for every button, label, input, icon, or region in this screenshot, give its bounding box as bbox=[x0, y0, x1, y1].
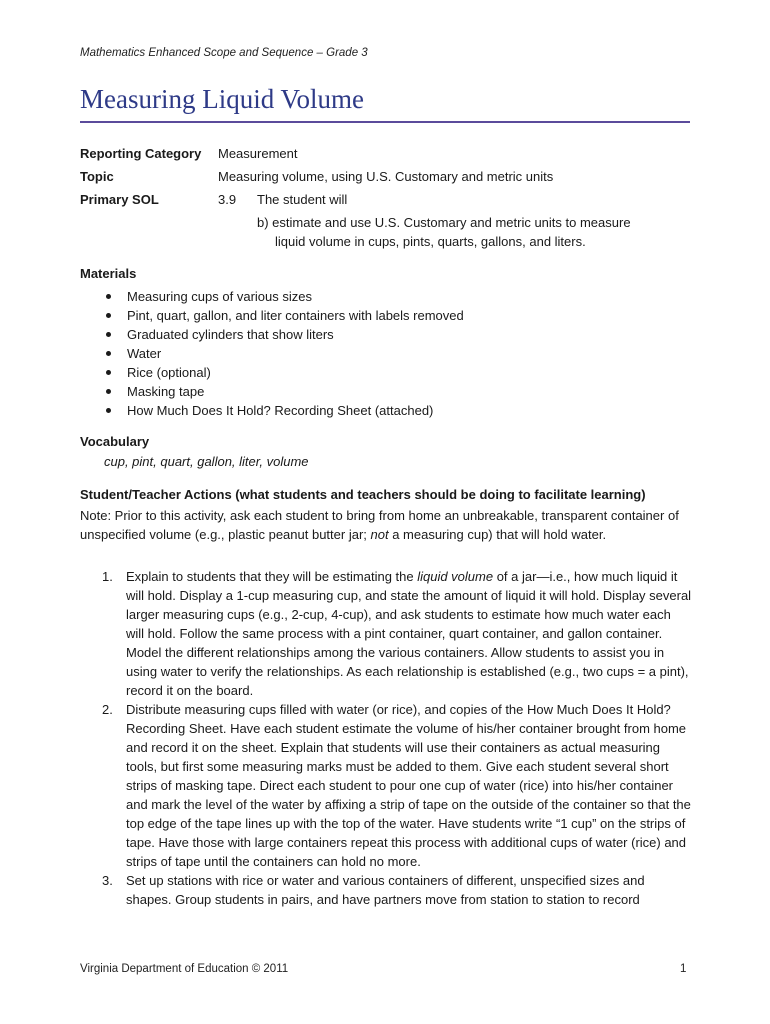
primary-sol-label: Primary SOL bbox=[80, 192, 159, 207]
bullet-icon bbox=[106, 370, 111, 375]
list-item: Measuring cups of various sizes bbox=[80, 287, 464, 306]
materials-list bbox=[80, 287, 464, 420]
bullet-icon bbox=[106, 408, 111, 413]
page-title: Measuring Liquid Volume bbox=[80, 84, 364, 114]
page-number: 1 bbox=[680, 963, 687, 975]
list-item: Water bbox=[80, 344, 464, 363]
sol-text: The student will bbox=[257, 192, 348, 207]
list-item: 3. Set up stations with rice or water and various containers of different, unspecified sizes and shapes. Group students in pairs, and have partners move from station to station to record bbox=[102, 873, 645, 907]
list-item: Graduated cylinders that show liters bbox=[80, 325, 464, 344]
bullet-icon bbox=[106, 351, 111, 356]
reporting-category-label: Reporting Category bbox=[80, 146, 202, 161]
reporting-category-value: Measurement bbox=[218, 146, 298, 161]
step-number: 2. bbox=[102, 702, 113, 717]
vocabulary-terms: cup, pint, quart, gallon, liter, volume bbox=[104, 454, 309, 469]
bullet-icon bbox=[106, 389, 111, 394]
list-item: 2. Distribute measuring cups filled with water (or rice), and copies of the How Much Does It Hold? Recording Sheet. Have each student estimate the volume of his/her container brought from home and record it on the sheet. Explain that students will use their containers as actual measuring tools, but first some measuring marks must be added to them. Give each student several short strips of masking tape. Direct each student to pour one cup of water (rice) into his/her container and mark the level of the water by affixing a strip of tape on the outside of the container so that the top edge of the tape lines up with the top of the water. Have students write “1 cup” on the strips of tape. Have those with large containers repeat this process with additional cups of water (rice) and strips of tape until the containers can hold no more. bbox=[102, 702, 691, 869]
list-item: 1. Explain to students that they will be estimating the liquid volume of a jar—i.e., how much liquid it will hold. Display a 1-cup measuring cup, and state the amount of liquid it will hold. Display several larger measuring cups (e.g., 2-cup, 4-cup), and ask students to estimate how much water each will hold. Follow the same process with a pint container, quart container, and gallon container. Model the different relationships among the various containers. Allow students to assist you in using water to verify the relationships. As each relationship is established (e.g., two cups = a pint), record it on the board. bbox=[102, 569, 692, 698]
sol-sub-line-1: b) estimate and use U.S. Customary and metric units to measure bbox=[257, 215, 631, 230]
step-number: 3. bbox=[102, 873, 113, 888]
actions-note: Note: Prior to this activity, ask each student to bring from home an unbreakable, transparent container of unspecified volume (e.g., plastic peanut butter jar; not a measuring cup) that will hold water. bbox=[80, 508, 679, 542]
step-number: 1. bbox=[102, 569, 113, 584]
topic-value: Measuring volume, using U.S. Customary and metric units bbox=[218, 169, 554, 184]
bullet-icon bbox=[106, 332, 111, 337]
topic-label: Topic bbox=[80, 169, 114, 184]
title-divider bbox=[80, 121, 690, 123]
footer-credit: Virginia Department of Education © 2011 bbox=[80, 963, 289, 975]
materials-heading: Materials bbox=[80, 266, 137, 281]
list-item: Pint, quart, gallon, and liter containers with labels removed bbox=[80, 306, 464, 325]
list-item: Masking tape bbox=[80, 382, 464, 401]
vocabulary-heading: Vocabulary bbox=[80, 434, 150, 449]
list-item: Rice (optional) bbox=[80, 363, 464, 382]
sol-sub-line-2: liquid volume in cups, pints, quarts, gallons, and liters. bbox=[275, 234, 586, 249]
actions-heading: Student/Teacher Actions (what students and teachers should be doing to facilitate learning) bbox=[80, 487, 646, 502]
bullet-icon bbox=[106, 294, 111, 299]
sol-number: 3.9 bbox=[218, 192, 237, 207]
steps-list bbox=[80, 567, 692, 909]
running-header: Mathematics Enhanced Scope and Sequence – Grade 3 bbox=[80, 47, 368, 59]
bullet-icon bbox=[106, 313, 111, 318]
list-item: How Much Does It Hold? Recording Sheet (attached) bbox=[80, 401, 464, 420]
